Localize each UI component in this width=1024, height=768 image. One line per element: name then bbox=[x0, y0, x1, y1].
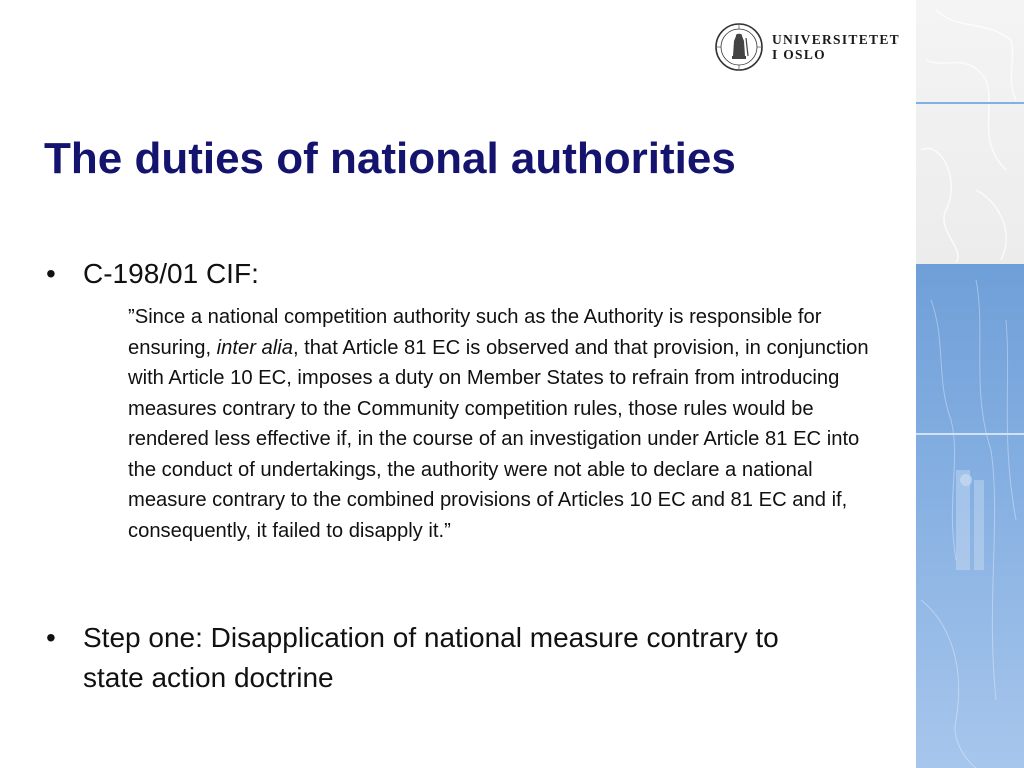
side-rule-lower bbox=[916, 433, 1024, 435]
university-name-line-2: I OSLO bbox=[772, 47, 826, 62]
bullet-marker: • bbox=[46, 622, 56, 653]
bullet-item bbox=[46, 254, 259, 294]
university-seal-icon bbox=[714, 22, 764, 72]
quote-text-part-1: ”Since a national competition authority such as the Authority is responsible for ensuring, bbox=[128, 306, 822, 359]
bullet-text: C-198/01 CIF: bbox=[83, 258, 259, 289]
slide-title: The duties of national authorities bbox=[44, 134, 736, 183]
quote-italic-text: inter alia bbox=[216, 336, 293, 359]
bullet-item bbox=[46, 618, 806, 698]
side-rule-upper bbox=[916, 102, 1024, 104]
decorative-side-band bbox=[916, 0, 1024, 768]
quote-text-part-2: , that Article 81 EC is observed and that provision, in conjunction with Article 10 EC, imposes a duty on Member States to refrain from introducing measures contrary to the Community competition rules, those rules would be rendered less effective if, in the course of an investigation under Article 81 EC into the conduct of undertakings, the authority were not able to declare a national measure contrary to the combined provisions of Articles 10 EC and 81 EC and if, consequently, it failed to disapply it.” bbox=[128, 336, 869, 542]
side-band-sculpture-graphic bbox=[916, 0, 1024, 768]
bullet-marker: • bbox=[46, 258, 56, 289]
university-logo bbox=[714, 22, 900, 72]
university-name bbox=[772, 32, 900, 62]
university-name-line-1: UNIVERSITETET bbox=[772, 32, 900, 47]
bullet-text: Step one: Disapplication of national measure contrary to state action doctrine bbox=[83, 622, 779, 693]
case-quote bbox=[128, 302, 888, 546]
